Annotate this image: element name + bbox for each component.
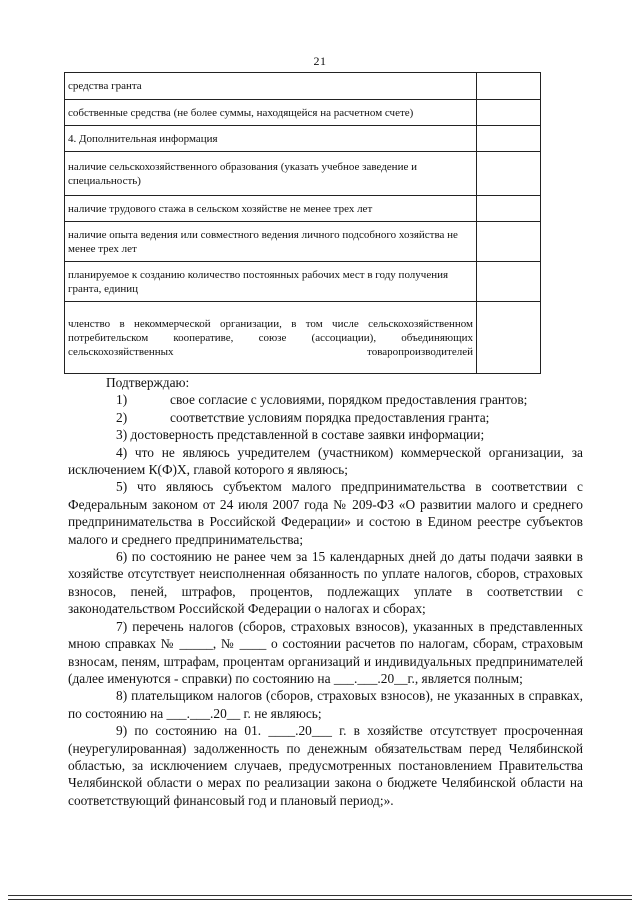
table-row — [65, 152, 541, 196]
table-cell-value — [477, 100, 541, 126]
table-cell-value — [477, 152, 541, 196]
table-cell-label: планируемое к созданию количество постоянных рабочих мест в году получения гранта, единиц — [65, 262, 477, 302]
table-cell-label: средства гранта — [65, 73, 477, 100]
confirmation-item: 6) по состоянию не ранее чем за 15 календарных дней до даты подачи заявки в хозяйстве отсутствует неисполненная обязанность по уплате налогов, сборов, страховых взносов, пеней, штрафов, процентов, подлежащих уплате в соответствии с законодательством Российской Федерации о налогах и сборах; — [68, 549, 583, 617]
confirmation-item: 8) плательщиком налогов (сборов, страховых взносов), не указанных в справках, по состоянию на ___.___.20__ г. не являюсь; — [68, 688, 583, 721]
table-cell-label: членство в некоммерческой организации, в том числе сельскохозяйственном потребительском кооперативе, союзе (ассоциации), объединяющих сельскохозяйственных товаропроизводителей — [65, 302, 477, 374]
confirmation-item: 5) что являюсь субъектом малого предпринимательства в соответствии с Федеральным законом от 24 июля 2007 года № 209-ФЗ «О развитии малого и среднего предпринимательства в Российской Федерации» и состою в Едином реестре субъектов малого и среднего предпринимательства; — [68, 479, 583, 547]
table-cell-label: наличие опыта ведения или совместного ведения личного подсобного хозяйства не менее трех лет — [65, 222, 477, 262]
page-number: 21 — [313, 54, 327, 68]
table-cell-value — [477, 126, 541, 152]
table-cell-label: наличие трудового стажа в сельском хозяйстве не менее трех лет — [65, 196, 477, 222]
confirmation-item: 9) по состоянию на 01. ____.20___ г. в хозяйстве отсутствует просроченная (неурегулированная) задолженность по денежным обязательствам перед Челябинской областью, за исключением случаев, предусмотренных постановлением Правительства Челябинской области о мерах по реализации закона о бюджете Челябинской области на соответствующий финансовый год и плановый период;». — [68, 723, 583, 808]
table-row — [65, 262, 541, 302]
table-row — [65, 126, 541, 152]
table-cell-label: собственные средства (не более суммы, находящейся на расчетном счете) — [65, 100, 477, 126]
footer-divider — [8, 895, 632, 896]
item-text: соответствие условиям порядка предоставления гранта; — [170, 409, 490, 425]
table-row — [65, 100, 541, 126]
confirmation-section — [68, 374, 583, 809]
table-cell-value — [477, 262, 541, 302]
table-cell-value — [477, 302, 541, 374]
confirmation-item: 3) достоверность представленной в составе заявки информации; — [116, 427, 485, 443]
item-number: 1) — [116, 392, 128, 408]
table-cell-value — [477, 196, 541, 222]
grant-info-table — [64, 72, 541, 374]
table-section-heading: 4. Дополнительная информация — [65, 126, 477, 152]
confirmation-item — [68, 409, 583, 426]
table-row — [65, 302, 541, 374]
confirmation-item: 4) что не являюсь учредителем (участником) коммерческой организации, за исключением К(Ф)Х, главой которого я являюсь; — [68, 444, 583, 478]
confirmation-item: 7) перечень налогов (сборов, страховых взносов), указанных в представленных мною справках № _____, № ____ о состоянии расчетов по налогам, сборам, страховым взносам, пеням, штрафам, процентам организаций и индивидуальных предпринимателей (далее именуются - справки) по состоянию на ___.___.20__г., является полным; — [68, 618, 583, 686]
table-row — [65, 73, 541, 100]
table-cell-value — [477, 73, 541, 100]
table-cell-label: наличие сельскохозяйственного образования (указать учебное заведение и специальность) — [65, 152, 477, 196]
table-row — [65, 196, 541, 222]
footer-divider — [8, 899, 632, 900]
table-row — [65, 222, 541, 262]
confirmation-item — [68, 391, 583, 408]
table-cell-value — [477, 222, 541, 262]
item-text: свое согласие с условиями, порядком предоставления грантов; — [170, 392, 528, 408]
confirmation-heading: Подтверждаю: — [106, 375, 190, 390]
item-number: 2) — [116, 409, 128, 425]
